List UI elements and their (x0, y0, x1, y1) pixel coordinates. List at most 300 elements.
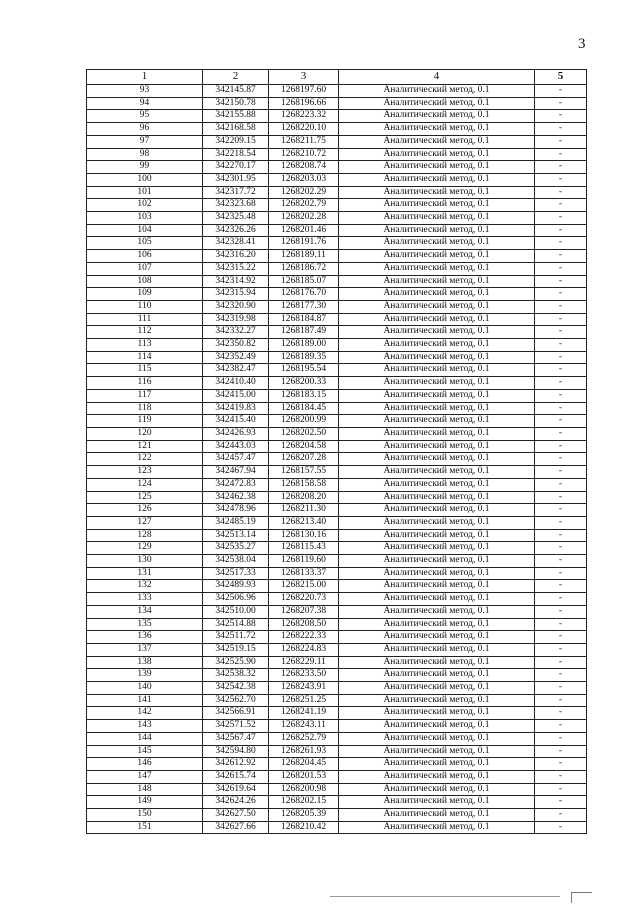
table-row (87, 555, 587, 568)
y-coordinate-cell: 1268195.54 (269, 364, 339, 377)
x-coordinate-cell: 342315.22 (203, 262, 269, 275)
y-coordinate-cell: 1268133.37 (269, 567, 339, 580)
y-coordinate-cell: 1268243.91 (269, 682, 339, 695)
x-coordinate-cell: 342415.40 (203, 415, 269, 428)
table-row (87, 618, 587, 631)
y-coordinate-cell: 1268205.39 (269, 809, 339, 822)
table-row (87, 85, 587, 98)
y-coordinate-cell: 1268243.11 (269, 720, 339, 733)
y-coordinate-cell: 1268208.74 (269, 161, 339, 174)
x-coordinate-cell: 342270.17 (203, 161, 269, 174)
table-row (87, 135, 587, 148)
point-number-cell: 144 (87, 732, 203, 745)
method-cell: Аналитический метод, 0.1 (339, 720, 535, 733)
note-cell: - (535, 605, 587, 618)
table-row (87, 796, 587, 809)
y-coordinate-cell: 1268203.03 (269, 173, 339, 186)
note-cell: - (535, 186, 587, 199)
x-coordinate-cell: 342567.47 (203, 732, 269, 745)
y-coordinate-cell: 1268191.76 (269, 237, 339, 250)
x-coordinate-cell: 342209.15 (203, 135, 269, 148)
y-coordinate-cell: 1268189.00 (269, 339, 339, 352)
x-coordinate-cell: 342426.93 (203, 427, 269, 440)
point-number-cell: 127 (87, 516, 203, 529)
x-coordinate-cell: 342462.38 (203, 491, 269, 504)
method-cell: Аналитический метод, 0.1 (339, 707, 535, 720)
note-cell: - (535, 720, 587, 733)
y-coordinate-cell: 1268202.15 (269, 796, 339, 809)
note-cell: - (535, 682, 587, 695)
point-number-cell: 124 (87, 478, 203, 491)
table-row (87, 720, 587, 733)
y-coordinate-cell: 1268158.58 (269, 478, 339, 491)
table-row (87, 783, 587, 796)
scan-corner-mark (571, 892, 592, 903)
x-coordinate-cell: 342535.27 (203, 542, 269, 555)
method-cell: Аналитический метод, 0.1 (339, 770, 535, 783)
x-coordinate-cell: 342538.04 (203, 555, 269, 568)
table-row (87, 148, 587, 161)
x-coordinate-cell: 342517.33 (203, 567, 269, 580)
x-coordinate-cell: 342542.38 (203, 682, 269, 695)
x-coordinate-cell: 342415.00 (203, 389, 269, 402)
point-number-cell: 139 (87, 669, 203, 682)
x-coordinate-cell: 342218.54 (203, 148, 269, 161)
note-cell: - (535, 593, 587, 606)
point-number-cell: 131 (87, 567, 203, 580)
x-coordinate-cell: 342519.15 (203, 643, 269, 656)
table-header-row (87, 70, 587, 85)
method-cell: Аналитический метод, 0.1 (339, 237, 535, 250)
table-row (87, 478, 587, 491)
point-number-cell: 100 (87, 173, 203, 186)
y-coordinate-cell: 1268213.40 (269, 516, 339, 529)
x-coordinate-cell: 342594.80 (203, 745, 269, 758)
method-cell: Аналитический метод, 0.1 (339, 224, 535, 237)
x-coordinate-cell: 342513.14 (203, 529, 269, 542)
note-cell: - (535, 529, 587, 542)
y-coordinate-cell: 1268200.98 (269, 783, 339, 796)
method-cell: Аналитический метод, 0.1 (339, 631, 535, 644)
table-row (87, 415, 587, 428)
method-cell: Аналитический метод, 0.1 (339, 199, 535, 212)
table-row (87, 300, 587, 313)
method-cell: Аналитический метод, 0.1 (339, 402, 535, 415)
x-coordinate-cell: 342467.94 (203, 466, 269, 479)
point-number-cell: 109 (87, 288, 203, 301)
y-coordinate-cell: 1268200.33 (269, 377, 339, 390)
point-number-cell: 142 (87, 707, 203, 720)
y-coordinate-cell: 1268115.43 (269, 542, 339, 555)
note-cell: - (535, 85, 587, 98)
note-cell: - (535, 427, 587, 440)
y-coordinate-cell: 1268189.11 (269, 250, 339, 263)
column-header-4: 4 (339, 70, 535, 85)
note-cell: - (535, 402, 587, 415)
table-row (87, 707, 587, 720)
method-cell: Аналитический метод, 0.1 (339, 796, 535, 809)
x-coordinate-cell: 342155.88 (203, 110, 269, 123)
note-cell: - (535, 161, 587, 174)
point-number-cell: 145 (87, 745, 203, 758)
note-cell: - (535, 262, 587, 275)
note-cell: - (535, 770, 587, 783)
y-coordinate-cell: 1268189.35 (269, 351, 339, 364)
y-coordinate-cell: 1268204.58 (269, 440, 339, 453)
method-cell: Аналитический метод, 0.1 (339, 275, 535, 288)
method-cell: Аналитический метод, 0.1 (339, 300, 535, 313)
table-row (87, 212, 587, 225)
table-row (87, 224, 587, 237)
point-number-cell: 122 (87, 453, 203, 466)
table-row (87, 643, 587, 656)
table-row (87, 364, 587, 377)
point-number-cell: 105 (87, 237, 203, 250)
point-number-cell: 143 (87, 720, 203, 733)
point-number-cell: 136 (87, 631, 203, 644)
y-coordinate-cell: 1268220.10 (269, 123, 339, 136)
y-coordinate-cell: 1268177.30 (269, 300, 339, 313)
x-coordinate-cell: 342316.20 (203, 250, 269, 263)
x-coordinate-cell: 342350.82 (203, 339, 269, 352)
method-cell: Аналитический метод, 0.1 (339, 821, 535, 834)
table-row (87, 237, 587, 250)
x-coordinate-cell: 342323.68 (203, 199, 269, 212)
point-number-cell: 140 (87, 682, 203, 695)
method-cell: Аналитический метод, 0.1 (339, 453, 535, 466)
y-coordinate-cell: 1268215.00 (269, 580, 339, 593)
x-coordinate-cell: 342419.83 (203, 402, 269, 415)
table-row (87, 453, 587, 466)
y-coordinate-cell: 1268202.79 (269, 199, 339, 212)
method-cell: Аналитический метод, 0.1 (339, 809, 535, 822)
point-number-cell: 126 (87, 504, 203, 517)
method-cell: Аналитический метод, 0.1 (339, 758, 535, 771)
column-header-1: 1 (87, 70, 203, 85)
y-coordinate-cell: 1268222.33 (269, 631, 339, 644)
method-cell: Аналитический метод, 0.1 (339, 173, 535, 186)
note-cell: - (535, 135, 587, 148)
y-coordinate-cell: 1268220.73 (269, 593, 339, 606)
point-number-cell: 148 (87, 783, 203, 796)
table-row (87, 262, 587, 275)
y-coordinate-cell: 1268185.07 (269, 275, 339, 288)
note-cell: - (535, 796, 587, 809)
y-coordinate-cell: 1268202.28 (269, 212, 339, 225)
method-cell: Аналитический метод, 0.1 (339, 491, 535, 504)
point-number-cell: 99 (87, 161, 203, 174)
method-cell: Аналитический метод, 0.1 (339, 656, 535, 669)
table-row (87, 326, 587, 339)
method-cell: Аналитический метод, 0.1 (339, 745, 535, 758)
point-number-cell: 123 (87, 466, 203, 479)
note-cell: - (535, 656, 587, 669)
x-coordinate-cell: 342301.95 (203, 173, 269, 186)
table-row (87, 682, 587, 695)
method-cell: Аналитический метод, 0.1 (339, 580, 535, 593)
table-row (87, 656, 587, 669)
y-coordinate-cell: 1268261.93 (269, 745, 339, 758)
point-number-cell: 110 (87, 300, 203, 313)
note-cell: - (535, 389, 587, 402)
table-row (87, 542, 587, 555)
method-cell: Аналитический метод, 0.1 (339, 364, 535, 377)
point-number-cell: 107 (87, 262, 203, 275)
point-number-cell: 97 (87, 135, 203, 148)
method-cell: Аналитический метод, 0.1 (339, 148, 535, 161)
note-cell: - (535, 631, 587, 644)
point-number-cell: 147 (87, 770, 203, 783)
table-row (87, 161, 587, 174)
method-cell: Аналитический метод, 0.1 (339, 643, 535, 656)
method-cell: Аналитический метод, 0.1 (339, 529, 535, 542)
note-cell: - (535, 415, 587, 428)
point-number-cell: 120 (87, 427, 203, 440)
column-header-5: 5 (535, 70, 587, 85)
note-cell: - (535, 516, 587, 529)
table-row (87, 580, 587, 593)
method-cell: Аналитический метод, 0.1 (339, 440, 535, 453)
y-coordinate-cell: 1268204.45 (269, 758, 339, 771)
x-coordinate-cell: 342627.50 (203, 809, 269, 822)
table-row (87, 529, 587, 542)
x-coordinate-cell: 342615.74 (203, 770, 269, 783)
point-number-cell: 141 (87, 694, 203, 707)
table-row (87, 275, 587, 288)
x-coordinate-cell: 342624.26 (203, 796, 269, 809)
method-cell: Аналитический метод, 0.1 (339, 542, 535, 555)
note-cell: - (535, 542, 587, 555)
note-cell: - (535, 618, 587, 631)
method-cell: Аналитический метод, 0.1 (339, 516, 535, 529)
note-cell: - (535, 555, 587, 568)
x-coordinate-cell: 342410.40 (203, 377, 269, 390)
table-row (87, 758, 587, 771)
point-number-cell: 119 (87, 415, 203, 428)
note-cell: - (535, 732, 587, 745)
y-coordinate-cell: 1268202.50 (269, 427, 339, 440)
point-number-cell: 104 (87, 224, 203, 237)
x-coordinate-cell: 342443.03 (203, 440, 269, 453)
note-cell: - (535, 377, 587, 390)
note-cell: - (535, 453, 587, 466)
x-coordinate-cell: 342566.91 (203, 707, 269, 720)
x-coordinate-cell: 342478.96 (203, 504, 269, 517)
point-number-cell: 150 (87, 809, 203, 822)
method-cell: Аналитический метод, 0.1 (339, 377, 535, 390)
x-coordinate-cell: 342489.93 (203, 580, 269, 593)
note-cell: - (535, 491, 587, 504)
y-coordinate-cell: 1268208.20 (269, 491, 339, 504)
note-cell: - (535, 567, 587, 580)
table-row (87, 97, 587, 110)
table-row (87, 402, 587, 415)
x-coordinate-cell: 342315.94 (203, 288, 269, 301)
note-cell: - (535, 809, 587, 822)
method-cell: Аналитический метод, 0.1 (339, 288, 535, 301)
point-number-cell: 112 (87, 326, 203, 339)
y-coordinate-cell: 1268233.50 (269, 669, 339, 682)
point-number-cell: 138 (87, 656, 203, 669)
method-cell: Аналитический метод, 0.1 (339, 682, 535, 695)
x-coordinate-cell: 342325.48 (203, 212, 269, 225)
note-cell: - (535, 580, 587, 593)
y-coordinate-cell: 1268207.38 (269, 605, 339, 618)
table-row (87, 173, 587, 186)
note-cell: - (535, 123, 587, 136)
x-coordinate-cell: 342472.83 (203, 478, 269, 491)
method-cell: Аналитический метод, 0.1 (339, 605, 535, 618)
x-coordinate-cell: 342506.96 (203, 593, 269, 606)
note-cell: - (535, 466, 587, 479)
method-cell: Аналитический метод, 0.1 (339, 212, 535, 225)
method-cell: Аналитический метод, 0.1 (339, 161, 535, 174)
point-number-cell: 101 (87, 186, 203, 199)
y-coordinate-cell: 1268197.60 (269, 85, 339, 98)
column-header-3: 3 (269, 70, 339, 85)
point-number-cell: 135 (87, 618, 203, 631)
y-coordinate-cell: 1268223.32 (269, 110, 339, 123)
x-coordinate-cell: 342320.90 (203, 300, 269, 313)
table-row (87, 593, 587, 606)
point-number-cell: 133 (87, 593, 203, 606)
y-coordinate-cell: 1268184.87 (269, 313, 339, 326)
table-row (87, 288, 587, 301)
method-cell: Аналитический метод, 0.1 (339, 504, 535, 517)
point-number-cell: 113 (87, 339, 203, 352)
method-cell: Аналитический метод, 0.1 (339, 389, 535, 402)
x-coordinate-cell: 342612.92 (203, 758, 269, 771)
table-row (87, 250, 587, 263)
y-coordinate-cell: 1268251.25 (269, 694, 339, 707)
y-coordinate-cell: 1268201.46 (269, 224, 339, 237)
note-cell: - (535, 440, 587, 453)
table-row (87, 313, 587, 326)
table-row (87, 516, 587, 529)
method-cell: Аналитический метод, 0.1 (339, 415, 535, 428)
method-cell: Аналитический метод, 0.1 (339, 567, 535, 580)
point-number-cell: 121 (87, 440, 203, 453)
y-coordinate-cell: 1268184.45 (269, 402, 339, 415)
method-cell: Аналитический метод, 0.1 (339, 135, 535, 148)
y-coordinate-cell: 1268157.55 (269, 466, 339, 479)
method-cell: Аналитический метод, 0.1 (339, 326, 535, 339)
note-cell: - (535, 313, 587, 326)
x-coordinate-cell: 342328.41 (203, 237, 269, 250)
note-cell: - (535, 821, 587, 834)
table-row (87, 351, 587, 364)
x-coordinate-cell: 342619.64 (203, 783, 269, 796)
note-cell: - (535, 364, 587, 377)
y-coordinate-cell: 1268211.30 (269, 504, 339, 517)
table-row (87, 427, 587, 440)
note-cell: - (535, 758, 587, 771)
note-cell: - (535, 97, 587, 110)
scan-line (0, 896, 639, 897)
x-coordinate-cell: 342562.70 (203, 694, 269, 707)
point-number-cell: 132 (87, 580, 203, 593)
note-cell: - (535, 643, 587, 656)
x-coordinate-cell: 342319.98 (203, 313, 269, 326)
table-row (87, 631, 587, 644)
point-number-cell: 137 (87, 643, 203, 656)
table-row (87, 199, 587, 212)
method-cell: Аналитический метод, 0.1 (339, 85, 535, 98)
method-cell: Аналитический метод, 0.1 (339, 250, 535, 263)
note-cell: - (535, 351, 587, 364)
table-row (87, 567, 587, 580)
x-coordinate-cell: 342538.32 (203, 669, 269, 682)
method-cell: Аналитический метод, 0.1 (339, 339, 535, 352)
x-coordinate-cell: 342326.26 (203, 224, 269, 237)
table-row (87, 732, 587, 745)
note-cell: - (535, 300, 587, 313)
note-cell: - (535, 237, 587, 250)
y-coordinate-cell: 1268229.11 (269, 656, 339, 669)
point-number-cell: 115 (87, 364, 203, 377)
point-number-cell: 103 (87, 212, 203, 225)
point-number-cell: 96 (87, 123, 203, 136)
table-row (87, 605, 587, 618)
note-cell: - (535, 783, 587, 796)
point-number-cell: 146 (87, 758, 203, 771)
method-cell: Аналитический метод, 0.1 (339, 618, 535, 631)
point-number-cell: 95 (87, 110, 203, 123)
x-coordinate-cell: 342511.72 (203, 631, 269, 644)
x-coordinate-cell: 342525.90 (203, 656, 269, 669)
note-cell: - (535, 250, 587, 263)
table-row (87, 669, 587, 682)
method-cell: Аналитический метод, 0.1 (339, 732, 535, 745)
method-cell: Аналитический метод, 0.1 (339, 110, 535, 123)
point-number-cell: 129 (87, 542, 203, 555)
y-coordinate-cell: 1268202.29 (269, 186, 339, 199)
method-cell: Аналитический метод, 0.1 (339, 555, 535, 568)
point-number-cell: 102 (87, 199, 203, 212)
note-cell: - (535, 288, 587, 301)
y-coordinate-cell: 1268201.53 (269, 770, 339, 783)
method-cell: Аналитический метод, 0.1 (339, 262, 535, 275)
point-number-cell: 134 (87, 605, 203, 618)
point-number-cell: 116 (87, 377, 203, 390)
x-coordinate-cell: 342352.49 (203, 351, 269, 364)
table-row (87, 770, 587, 783)
x-coordinate-cell: 342317.72 (203, 186, 269, 199)
table-row (87, 389, 587, 402)
y-coordinate-cell: 1268241.19 (269, 707, 339, 720)
note-cell: - (535, 224, 587, 237)
note-cell: - (535, 212, 587, 225)
point-number-cell: 149 (87, 796, 203, 809)
x-coordinate-cell: 342510.00 (203, 605, 269, 618)
method-cell: Аналитический метод, 0.1 (339, 593, 535, 606)
method-cell: Аналитический метод, 0.1 (339, 351, 535, 364)
x-coordinate-cell: 342145.87 (203, 85, 269, 98)
x-coordinate-cell: 342514.88 (203, 618, 269, 631)
point-number-cell: 114 (87, 351, 203, 364)
method-cell: Аналитический метод, 0.1 (339, 123, 535, 136)
note-cell: - (535, 339, 587, 352)
y-coordinate-cell: 1268196.66 (269, 97, 339, 110)
y-coordinate-cell: 1268187.49 (269, 326, 339, 339)
note-cell: - (535, 669, 587, 682)
y-coordinate-cell: 1268224.83 (269, 643, 339, 656)
y-coordinate-cell: 1268210.42 (269, 821, 339, 834)
coordinates-table (86, 69, 587, 834)
note-cell: - (535, 326, 587, 339)
y-coordinate-cell: 1268210.72 (269, 148, 339, 161)
y-coordinate-cell: 1268211.75 (269, 135, 339, 148)
